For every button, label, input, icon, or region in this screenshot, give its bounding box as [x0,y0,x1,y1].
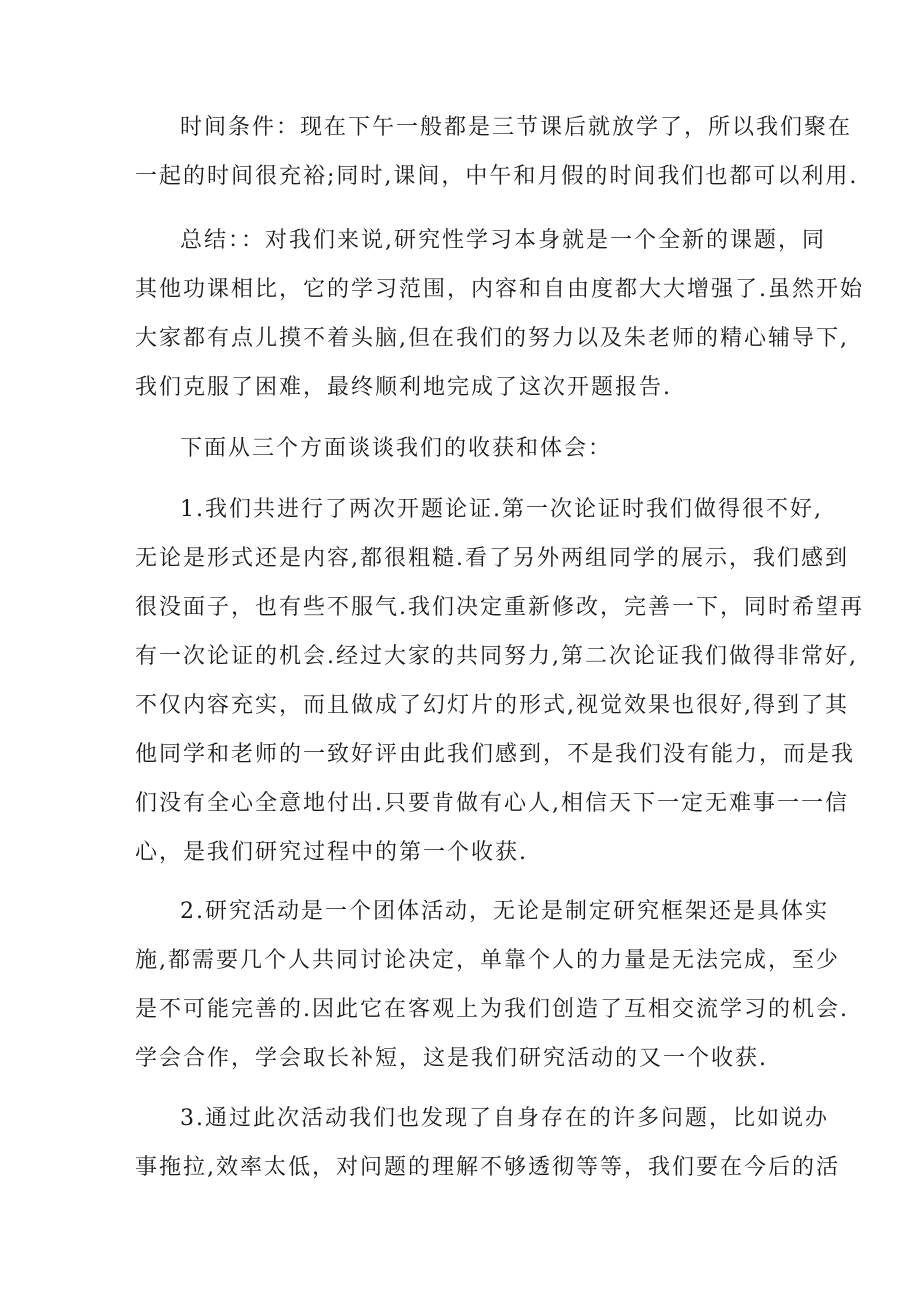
paragraph-2-line-2: 其他功课相比，它的学习范围，内容和自由度都大大增强了.虽然开始 [135,277,864,302]
paragraph-5-line-1: 2.研究活动是一个团体活动，无论是制定研究框架还是具体实 [180,899,829,924]
paragraph-6-line-1: 3.通过此次活动我们也发现了自身存在的许多问题，比如说办 [180,1106,829,1131]
paragraph-4-line-6: 他同学和老师的一致好评由此我们感到，不是我们没有能力，而是我 [135,742,856,767]
paragraph-4-line-8: 心，是我们研究过程中的第一个收获. [135,840,528,865]
paragraph-4-line-2: 无论是形式还是内容,都很粗糙.看了另外两组同学的展示，我们感到 [135,546,849,571]
paragraph-4-line-5: 不仅内容充实，而且做成了幻灯片的形式,视觉效果也很好,得到了其 [135,693,849,718]
paragraph-2-line-1: 总结：：对我们来说,研究性学习本身就是一个全新的课题，同 [180,228,826,253]
paragraph-5-line-4: 学会合作，学会取长补短，这是我们研究活动的又一个收获. [135,1046,768,1071]
paragraph-2-line-4: 我们克服了困难，最终顺利地完成了这次开题报告. [135,375,672,400]
paragraph-1-line-1: 时间条件：现在下午一般都是三节课后就放学了，所以我们聚在 [180,115,853,140]
paragraph-4-line-7: 们没有全心全意地付出.只要肯做有心人,相信天下一定无难事一一信 [135,791,849,816]
paragraph-6-line-2: 事拖拉,效率太低，对问题的理解不够透彻等等，我们要在今后的活 [135,1155,840,1180]
paragraph-5-line-3: 是不可能完善的.因此它在客观上为我们创造了互相交流学习的机会. [135,997,849,1022]
paragraph-4-line-1: 1.我们共进行了两次开题论证.第一次论证时我们做得很不好, [180,497,823,522]
paragraph-1-line-2: 一起的时间很充裕;同时,课间，中午和月假的时间我们也都可以利用. [135,164,859,189]
paragraph-2-line-3: 大家都有点儿摸不着头脑,但在我们的努力以及朱老师的精心辅导下, [135,326,849,351]
paragraph-4-line-3: 很没面子，也有些不服气.我们决定重新修改，完善一下，同时希望再 [135,595,864,620]
paragraph-5-line-2: 施,都需要几个人共同讨论决定，单靠个人的力量是无法完成，至少 [135,948,840,973]
paragraph-4-line-4: 有一次论证的机会.经过大家的共同努力,第二次论证我们做得非常好, [135,644,858,669]
paragraph-3-line-1: 下面从三个方面谈谈我们的收获和体会： [180,436,613,461]
